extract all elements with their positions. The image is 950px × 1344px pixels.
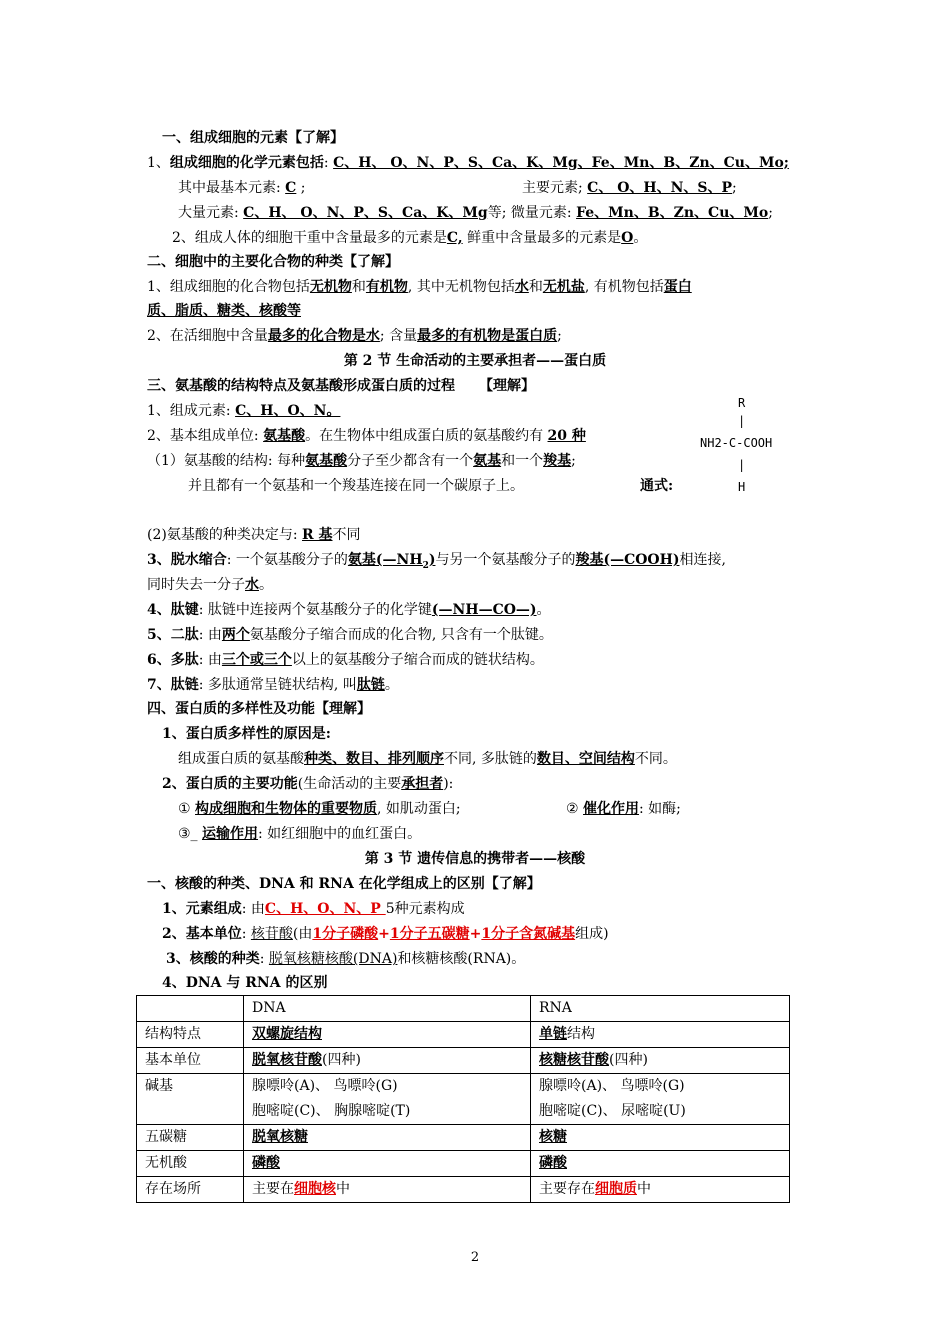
line-polypeptide: 6、多肽: 由三个或三个以上的氨基酸分子缩合而成的链状结构。 [147,652,544,668]
row-label: 五碳糖 [137,1125,244,1151]
row-label: 基本单位 [137,1048,244,1074]
line-compounds-cont: 质、脂质、糖类、核酸等 [147,303,301,319]
line-compounds: 1、组成细胞的化合物包括无机物和有机物, 其中无机物包括水和无机盐, 有机物包括蛋白 [147,279,692,295]
table-row [137,1048,790,1074]
section-title-protein: 第 2 节 生命活动的主要承担者——蛋白质 [343,353,607,369]
line-peptide-chain: 7、肽链: 多肽通常呈链状结构, 叫肽链。 [147,677,399,693]
line-basic-element: 其中最基本元素: C ; [178,180,306,196]
section-heading-amino-acids: 三、氨基酸的结构特点及氨基酸形成蛋白质的过程 【理解】 [147,378,535,394]
line-most-compound: 2、在活细胞中含量最多的化合物是水; 含量最多的有机物是蛋白质; [147,328,562,344]
line-amino-structure: （1）氨基酸的结构: 每种氨基酸分子至少都含有一个氨基和一个羧基; [147,453,576,469]
line-human-elements: 2、组成人体的细胞干重中含量最多的元素是C, 鲜重中含量最多的元素是O。 [172,230,648,246]
line-dipeptide: 5、二肽: 由两个氨基酸分子缩合而成的化合物, 只含有一个肽键。 [147,627,553,643]
table-row [137,1022,790,1048]
line-main-function: 2、蛋白质的主要功能(生命活动的主要承担者): [162,776,454,792]
cell-rna: 核糖核苷酸(四种) [531,1048,790,1074]
line-nucleic-elements: 1、元素组成: 由C、H、O、N、P 5种元素构成 [162,901,465,917]
cell-rna: 核糖 [531,1125,790,1151]
table-row [137,1177,790,1203]
formula-label: 通式: [640,478,674,494]
row-label: 无机酸 [137,1151,244,1177]
line-diversity-reason: 1、蛋白质多样性的原因是: [162,726,331,742]
cell-dna: 双螺旋结构 [244,1022,531,1048]
formula-backbone: NH2-C-COOH [700,436,773,450]
header-cell-rna: RNA [531,996,790,1022]
header-cell-dna: DNA [244,996,531,1022]
row-label: 存在场所 [137,1177,244,1203]
cell-dna: 腺嘌呤(A)、 鸟嘌呤(G) 胞嘧啶(C)、 胸腺嘧啶(T) [244,1074,531,1125]
formula-bond-bottom: | [738,458,746,472]
line-amino-types: (2)氨基酸的种类决定与: R 基不同 [147,527,361,543]
formula-bond-top: | [738,414,746,428]
amino-acid-general-formula [700,396,800,506]
formula-hydrogen: H [738,480,746,494]
cell-dna: 脱氧核糖 [244,1125,531,1151]
line-same-carbon: 并且都有一个氨基和一个羧基连接在同一个碳原子上。 [188,478,524,494]
line-dna-rna-diff: 4、DNA 与 RNA 的区别 [162,975,328,991]
section-title-nucleic-acid: 第 3 节 遗传信息的携带者——核酸 [364,851,586,867]
section-heading-compounds: 二、细胞中的主要化合物的种类【了解】 [147,254,399,270]
line-function-1: ① 构成细胞和生物体的重要物质, 如肌动蛋白; [178,801,461,817]
table-row [137,1125,790,1151]
row-label: 碱基 [137,1074,244,1125]
line-nucleic-types: 3、核酸的种类: 脱氧核糖核酸(DNA)和核糖核酸(RNA)。 [166,951,526,967]
section-heading-nucleic-types: 一、核酸的种类、DNA 和 RNA 在化学组成上的区别【了解】 [147,876,541,892]
row-label: 结构特点 [137,1022,244,1048]
cell-rna: 主要存在细胞质中 [531,1177,790,1203]
table-row [137,1151,790,1177]
line-diversity-detail: 组成蛋白质的氨基酸种类、数目、排列顺序不同, 多肽链的数目、空间结构不同。 [178,751,677,767]
cell-rna: 单链结构 [531,1022,790,1048]
line-basic-unit: 2、基本组成单位: 氨基酸。在生物体中组成蛋白质的氨基酸约有 20 种 [147,428,586,444]
line-protein-elements: 1、组成元素: C、H、O、N。 [147,403,341,419]
page-number: 2 [470,1250,480,1265]
formula-r-group: R [738,396,746,410]
line-lose-water: 同时失去一分子水。 [147,577,273,593]
line-dehydration: 3、脱水缩合: 一个氨基酸分子的氨基$(—NH_2)$与另一个氨基酸分子的羧基(—COOH)相连接, [147,552,726,571]
cell-rna: 磷酸 [531,1151,790,1177]
header-cell-empty [137,996,244,1022]
table-header-row [137,996,790,1022]
line-function-3: ③_ 运输作用: 如红细胞中的血红蛋白。 [178,826,422,842]
line-macro-micro-elements: 大量元素: C、H、 O、N、P、S、Ca、K、Mg等; 微量元素: Fe、Mn、B、Zn、Cu、Mo; [178,205,773,221]
dna-rna-comparison-table [136,995,790,1203]
line-nucleotide: 2、基本单位: 核苷酸(由1分子磷酸+1分子五碳糖+1分子含氮碱基组成) [162,926,609,942]
line-elements-list: 1、组成细胞的化学元素包括: C、H、 O、N、P、S、Ca、K、Mg、Fe、Mn、B、Zn、Cu、Mo; [147,155,789,171]
line-function-2: ② 催化作用: 如酶; [566,801,681,817]
cell-dna: 主要在细胞核中 [244,1177,531,1203]
section-heading-protein-function: 四、蛋白质的多样性及功能【理解】 [147,701,371,717]
section-heading-elements: 一、组成细胞的元素【了解】 [162,130,344,146]
line-main-elements: 主要元素; C、 O、H、N、S、P; [522,180,737,196]
table-row [137,1074,790,1125]
cell-dna: 脱氧核苷酸(四种) [244,1048,531,1074]
cell-dna: 磷酸 [244,1151,531,1177]
line-peptide-bond: 4、肽键: 肽链中连接两个氨基酸分子的化学键(—NH—CO—)。 [147,602,551,618]
cell-rna: 腺嘌呤(A)、 鸟嘌呤(G) 胞嘧啶(C)、 尿嘧啶(U) [531,1074,790,1125]
